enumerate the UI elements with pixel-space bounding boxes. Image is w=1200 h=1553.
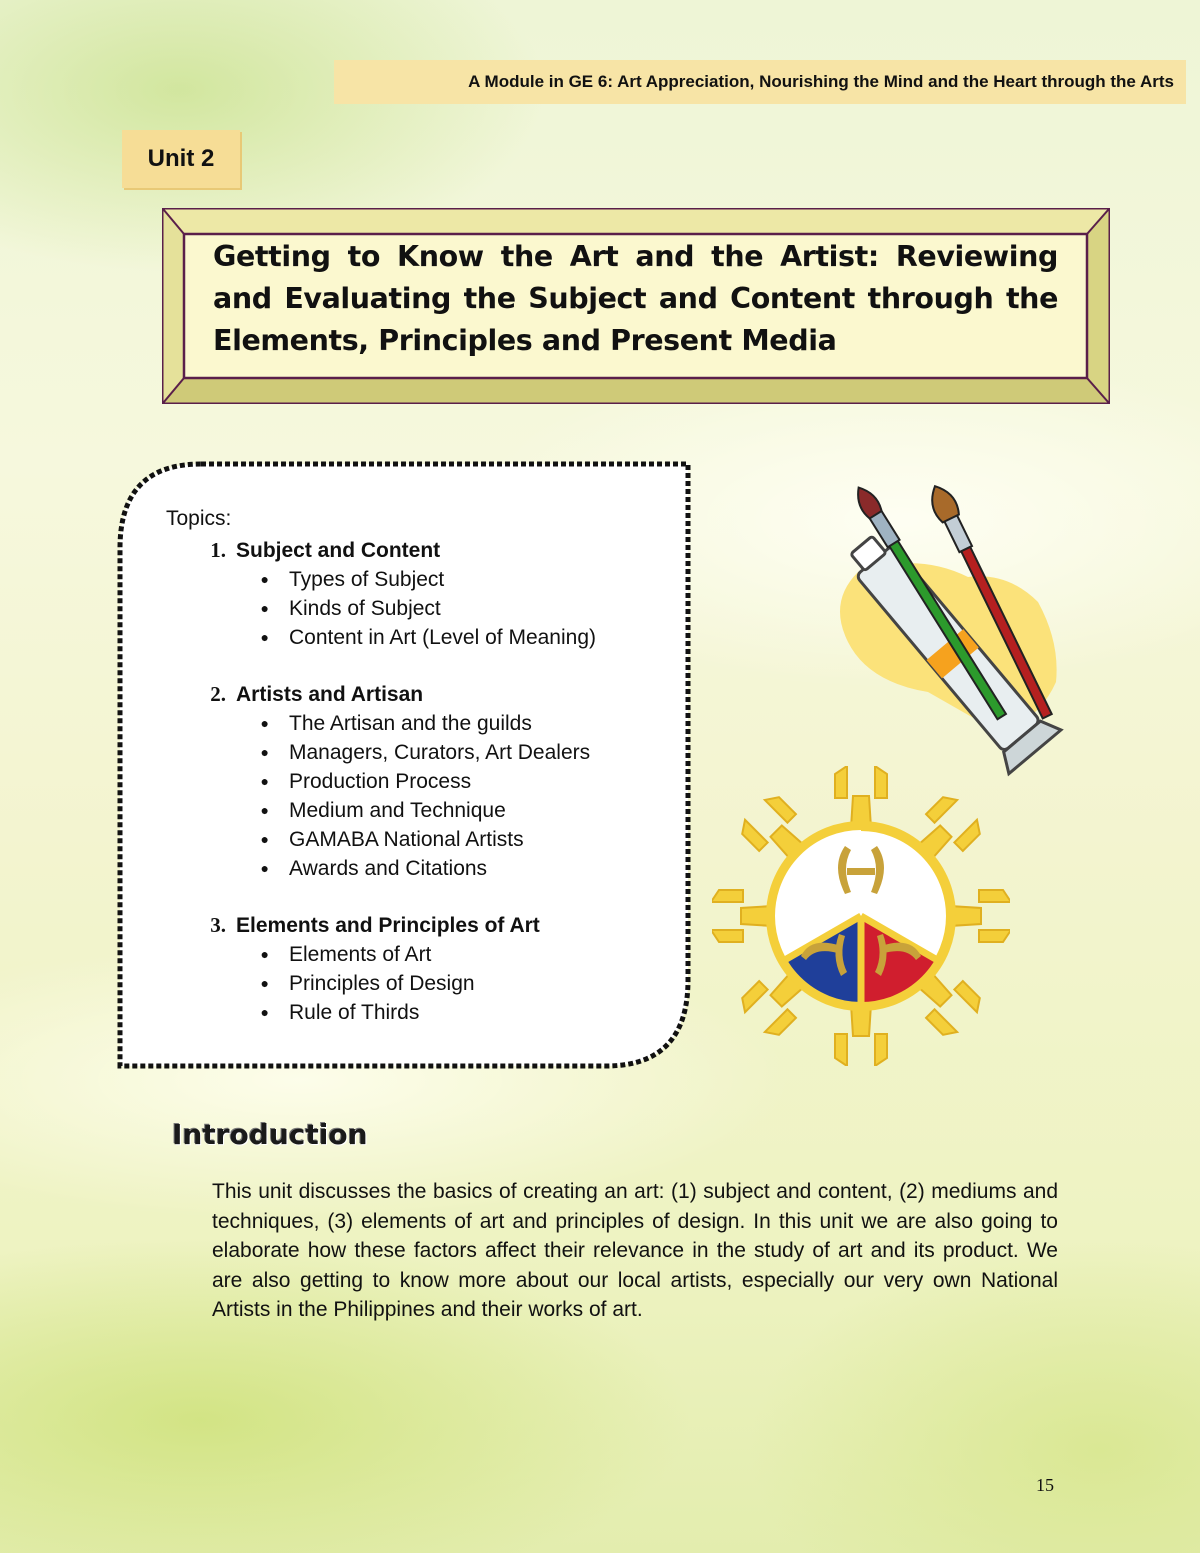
topic-title: Elements and Principles of Art	[236, 914, 540, 937]
module-header	[334, 60, 1186, 104]
subtopic: ● Principles of Design	[166, 969, 666, 998]
subtopic: ● Kinds of Subject	[166, 594, 666, 623]
subtopic: ● Rule of Thirds	[166, 998, 666, 1027]
bullet-icon: ●	[260, 571, 269, 587]
topic-2	[166, 680, 666, 883]
topic-number: 2.	[210, 682, 226, 706]
bullet-icon: ●	[260, 773, 269, 789]
unit-label: Unit 2	[147, 145, 215, 172]
unit-title: Getting to Know the Art and the Artist: Reviewing and Evaluating the Subject and Content through the Elements, Principles and Present Media	[213, 240, 1058, 357]
bullet-icon: ●	[260, 744, 269, 760]
bullet-icon: ●	[260, 975, 269, 991]
bullet-icon: ●	[260, 946, 269, 962]
paintbrush-tube-icon	[798, 482, 1080, 798]
topic-number: 3.	[210, 913, 226, 937]
bullet-icon: ●	[260, 715, 269, 731]
topic-number: 1.	[210, 538, 226, 562]
subtopic: ● Medium and Technique	[166, 796, 666, 825]
subtopic: ● Awards and Citations	[166, 854, 666, 883]
subtopic: ● The Artisan and the guilds	[166, 709, 666, 738]
topics-list	[166, 504, 666, 1055]
bullet-icon: ●	[260, 802, 269, 818]
bullet-icon: ●	[260, 1004, 269, 1020]
bullet-icon: ●	[260, 860, 269, 876]
topic-3	[166, 911, 666, 1027]
subtopic: ● Managers, Curators, Art Dealers	[166, 738, 666, 767]
subtopic: ● Production Process	[166, 767, 666, 796]
bullet-icon: ●	[260, 629, 269, 645]
subtopic: ● Types of Subject	[166, 565, 666, 594]
topic-title: Subject and Content	[236, 539, 441, 562]
module-title: A Module in GE 6: Art Appreciation, Nourishing the Mind and the Heart through the Arts	[468, 72, 1174, 91]
introduction-heading: Introduction	[172, 1118, 368, 1151]
bullet-icon: ●	[260, 600, 269, 616]
bullet-icon: ●	[260, 831, 269, 847]
subtopic: ● Elements of Art	[166, 940, 666, 969]
unit-label-box	[122, 130, 240, 188]
page-number: 15	[1036, 1475, 1054, 1495]
sun-emblem-logo	[712, 766, 1010, 1066]
subtopic: ● GAMABA National Artists	[166, 825, 666, 854]
topic-title: Artists and Artisan	[236, 683, 424, 706]
topics-label: Topics:	[166, 507, 232, 530]
subtopic: ● Content in Art (Level of Meaning)	[166, 623, 666, 652]
introduction-body: This unit discusses the basics of creating an art: (1) subject and content, (2) mediums and techniques, (3) elements of art and principles of design. In this unit we are also going to elaborate how these factors affect their relevance in the study of art and its product. We are also getting to know more about our local artists, especially our very own National Artists in the Philippines and their works of art.	[212, 1180, 1058, 1321]
topic-1	[166, 536, 666, 652]
